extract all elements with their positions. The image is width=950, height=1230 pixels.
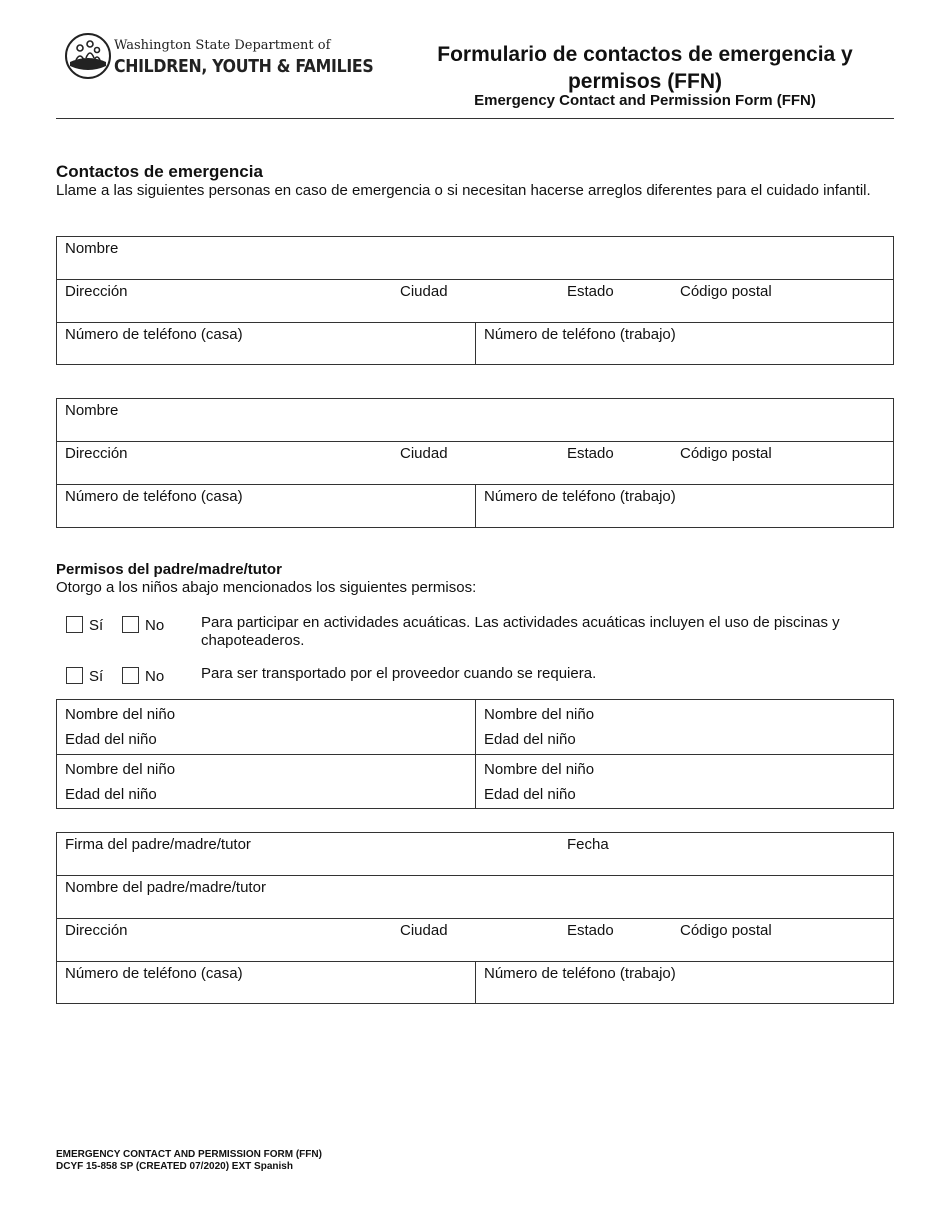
field-label: Nombre: [65, 240, 119, 257]
field-label: Fecha: [567, 836, 609, 853]
emergency-instructions: Llame a las siguientes personas en caso de emergencia o si necesitan hacerse arreglos diferentes para el cuidado infantil.: [56, 182, 871, 199]
child-name-field[interactable]: Nombre del niño: [484, 761, 595, 778]
child-age-field[interactable]: Edad del niño: [65, 786, 157, 803]
contact-address-row[interactable]: [57, 280, 893, 323]
field-label: Nombre del padre/madre/tutor: [65, 879, 266, 896]
logo-agency-name: CHILDREN, YOUTH & FAMILIES: [114, 57, 374, 77]
field-label: Ciudad: [400, 445, 448, 462]
logo-department-line: Washington State Department of: [114, 38, 331, 53]
signature-row[interactable]: [57, 833, 893, 876]
guardian-address-row[interactable]: [57, 919, 893, 962]
emergency-contact-2: [56, 398, 894, 528]
children-row: [57, 700, 893, 755]
child-age-field[interactable]: Edad del niño: [65, 731, 157, 748]
transport-permission-text: Para ser transportado por el proveedor cuando se requiera.: [201, 665, 597, 682]
checkbox-label: Sí: [89, 668, 104, 685]
transport-no-checkbox[interactable]: [122, 667, 139, 684]
transport-yes-checkbox[interactable]: [66, 667, 83, 684]
child-age-field[interactable]: Edad del niño: [484, 786, 576, 803]
water-activities-permission-text: Para participar en actividades acuáticas. Las actividades acuáticas incluyen el uso de piscinas y chapoteaderos.: [201, 614, 840, 649]
field-label: Número de teléfono (casa): [65, 326, 243, 343]
emergency-heading: Contactos de emergencia: [56, 162, 263, 181]
field-label: Ciudad: [400, 922, 448, 939]
field-label: Dirección: [65, 922, 128, 939]
field-label: Dirección: [65, 283, 128, 300]
field-label: Estado: [567, 445, 614, 462]
field-label: Estado: [567, 283, 614, 300]
header-divider: [56, 118, 894, 119]
children-row: [57, 755, 893, 808]
footer-form-name: EMERGENCY CONTACT AND PERMISSION FORM (FFN): [56, 1149, 322, 1160]
field-label: Nombre: [65, 402, 119, 419]
contact-name-field[interactable]: [57, 237, 893, 280]
dcyf-logo: [64, 32, 374, 84]
field-label: Número de teléfono (casa): [65, 488, 243, 505]
child-age-field[interactable]: Edad del niño: [484, 731, 576, 748]
guardian-table: [56, 832, 894, 1004]
water-activities-yes-checkbox[interactable]: [66, 616, 83, 633]
footer-form-number: DCYF 15-858 SP (CREATED 07/2020) EXT Spanish: [56, 1161, 293, 1172]
field-label: Número de teléfono (trabajo): [484, 965, 676, 982]
guardian-phone-row[interactable]: [57, 962, 893, 1003]
contact-phone-row[interactable]: [57, 485, 893, 527]
checkbox-label: No: [145, 617, 165, 634]
field-label: Ciudad: [400, 283, 448, 300]
checkbox-label: Sí: [89, 617, 104, 634]
cell-divider: [475, 323, 476, 364]
dcyf-seal-icon: [64, 32, 112, 80]
children-table: [56, 699, 894, 809]
cell-divider: [475, 700, 476, 754]
child-name-field[interactable]: Nombre del niño: [65, 761, 176, 778]
permissions-heading: Permisos del padre/madre/tutor: [56, 561, 282, 578]
child-name-field[interactable]: Nombre del niño: [65, 706, 176, 723]
page-title-spanish: Formulario de contactos de emergencia y permisos (FFN): [437, 43, 853, 93]
field-label: Código postal: [680, 283, 772, 300]
contact-name-field[interactable]: [57, 399, 893, 442]
cell-divider: [475, 962, 476, 1003]
field-label: Firma del padre/madre/tutor: [65, 836, 251, 853]
field-label: Número de teléfono (trabajo): [484, 326, 676, 343]
cell-divider: [475, 485, 476, 527]
field-label: Dirección: [65, 445, 128, 462]
field-label: Código postal: [680, 922, 772, 939]
child-name-field[interactable]: Nombre del niño: [484, 706, 595, 723]
field-label: Código postal: [680, 445, 772, 462]
page-title-english: Emergency Contact and Permission Form (FFN): [474, 92, 816, 109]
emergency-contact-1: [56, 236, 894, 365]
field-label: Número de teléfono (trabajo): [484, 488, 676, 505]
water-activities-no-checkbox[interactable]: [122, 616, 139, 633]
contact-phone-row[interactable]: [57, 323, 893, 364]
field-label: Número de teléfono (casa): [65, 965, 243, 982]
cell-divider: [475, 755, 476, 808]
contact-address-row[interactable]: [57, 442, 893, 485]
permissions-intro: Otorgo a los niños abajo mencionados los siguientes permisos:: [56, 579, 477, 596]
field-label: Estado: [567, 922, 614, 939]
guardian-name-field[interactable]: [57, 876, 893, 919]
checkbox-label: No: [145, 668, 165, 685]
